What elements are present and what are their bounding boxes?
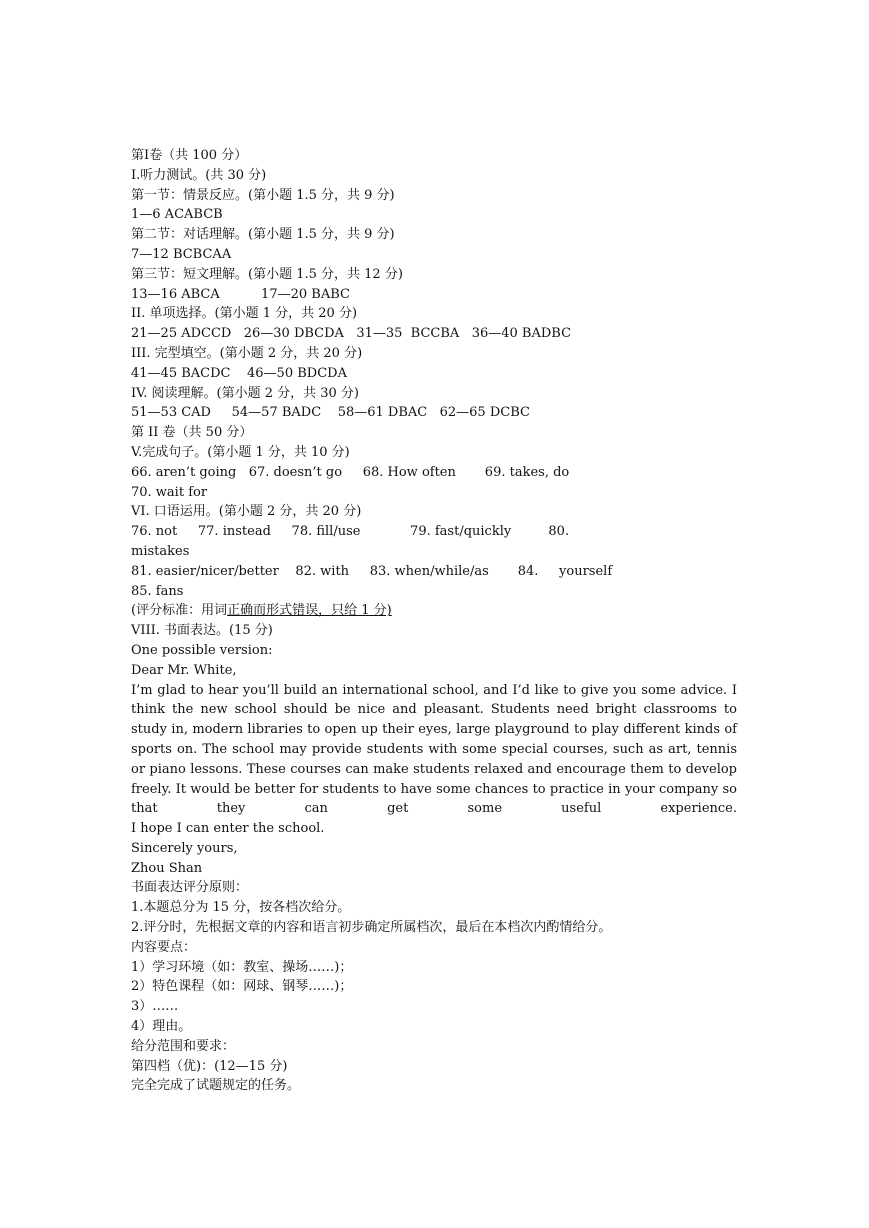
letter-closing-line: I hope I can enter the school.: [131, 821, 325, 837]
sentences-line2: 70. wait for: [131, 484, 208, 500]
level4-title: 第四档（优)：(12—15 分): [131, 1058, 288, 1074]
listening-sec2-answers: 7—12 BCBCAA: [131, 246, 232, 262]
content-point-1: 1）学习环境（如：教室、操场……)；: [131, 959, 353, 975]
listening-sec3-answers: 13—16 ABCA 17—20 BABC: [131, 286, 350, 302]
oral-line2: mistakes: [131, 543, 190, 559]
listening-sec1-answers: 1—6 ACABCB: [131, 207, 223, 223]
reading-answers: 51—53 CAD 54—57 BADC 58—61 DBAC 62—65 DCBC: [131, 405, 530, 421]
grading-rule2: 2.评分时，先根据文章的内容和语言初步确定所属档次，最后在本档次内酌情给分。: [131, 920, 612, 936]
cloze-answers: 41—45 BACDC 46—50 BDCDA: [131, 365, 347, 381]
grading-title: 书面表达评分原则：: [131, 880, 249, 896]
letter-signoff: Sincerely yours,: [131, 840, 238, 856]
listening-title: I.听力测试。(共 30 分): [131, 167, 267, 183]
reading-title: IV. 阅读理解。(第小题 2 分，共 30 分): [131, 385, 360, 401]
cloze-title: III. 完型填空。(第小题 2 分，共 20 分): [131, 345, 363, 361]
oral-line4: 85. fans: [131, 583, 184, 599]
level4-desc: 完全完成了试题规定的任务。: [131, 1078, 301, 1094]
part1-title: 第Ⅰ卷（共 100 分）: [131, 148, 248, 163]
answer-key-document: [131, 146, 737, 1096]
oral-title: VI. 口语运用。(第小题 2 分，共 20 分): [131, 504, 362, 520]
listening-sec2-title: 第二节：对话理解。(第小题 1.5 分，共 9 分): [131, 227, 395, 243]
oral-line3: 81. easier/nicer/better 82. with 83. when/while/as 84. yourself: [131, 563, 613, 579]
grading-note-text: (评分标准：用词: [131, 603, 228, 619]
sentences-line1: 66. aren’t going 67. doesn’t go 68. How often 69. takes, do: [131, 464, 570, 480]
grading-rule1: 1.本题总分为 15 分，按各档次给分。: [131, 900, 351, 916]
content-point-4: 4）理由。: [131, 1019, 192, 1035]
writing-title: VIII. 书面表达。(15 分): [131, 623, 273, 639]
part2-title: 第 II 卷（共 50 分）: [131, 425, 253, 441]
oral-line1: 76. not 77. instead 78. fill/use 79. fast/quickly 80.: [131, 524, 570, 540]
letter-name: Zhou Shan: [131, 860, 203, 876]
letter-body: I’m glad to hear you’ll build an international school, and I’d like to give you some advice. I think the new school should be nice and pleasant. Students need bright classrooms to study in, modern libraries to open up their eyes, large playground to play different kinds of sports on. The school may provide students with some special courses, such as art, tennis or piano lessons. These courses can make students relaxed and encourage them to develop freely. It would be better for students to have some chances to practice in your company so that they can get some useful experience.: [131, 682, 737, 817]
listening-sec3-title: 第三节：短文理解。(第小题 1.5 分，共 12 分): [131, 266, 403, 282]
listening-sec1-title: 第一节：情景反应。(第小题 1.5 分，共 9 分): [131, 187, 395, 203]
sentences-title: V.完成句子。(第小题 1 分，共 10 分): [131, 444, 350, 460]
score-range-title: 给分范围和要求：: [131, 1038, 236, 1054]
writing-intro: One possible version:: [131, 642, 273, 658]
choice-title: II. 单项选择。(第小题 1 分，共 20 分): [131, 306, 358, 322]
choice-answers: 21—25 ADCCD 26—30 DBCDA 31—35 BCCBA 36—40 BADBC: [131, 326, 572, 342]
grading-note-underlined: 正确而形式错误，只给 1 分): [227, 603, 392, 619]
grading-note: [131, 601, 737, 621]
content-points-title: 内容要点：: [131, 939, 197, 955]
letter-salutation: Dear Mr. White,: [131, 662, 237, 678]
content-point-3: 3）……: [131, 999, 179, 1015]
content-point-2: 2）特色课程（如：网球、钢琴……)；: [131, 979, 353, 995]
